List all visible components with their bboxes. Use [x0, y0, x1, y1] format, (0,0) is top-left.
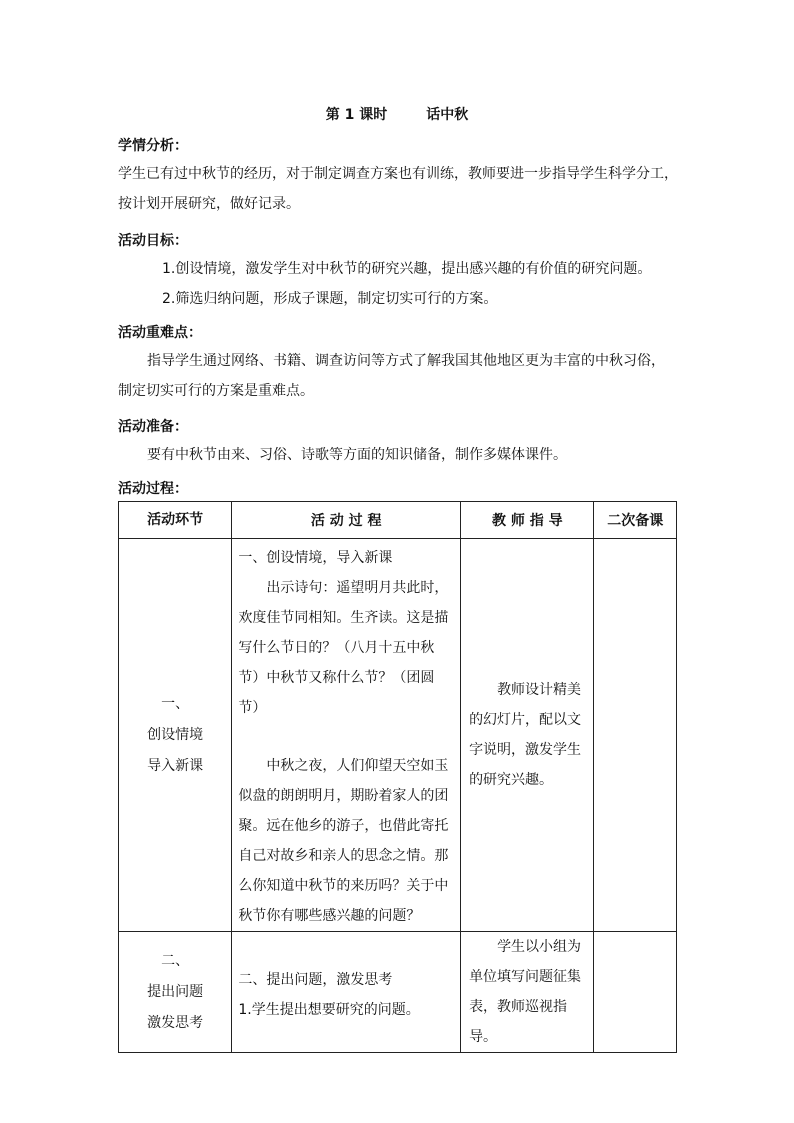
analysis-line-2: 按计划开展研究，做好记录。	[118, 196, 300, 212]
goal-item-1: 1.创设情境，激发学生对中秋节的研究兴趣，提出感兴趣的有价值的研究问题。	[162, 261, 652, 277]
guide-text: 教师设计精美的幻灯片，配以文字说明，激发学生的研究兴趣。	[469, 682, 582, 788]
table-row	[119, 932, 677, 1053]
goals-heading: 活动目标：	[118, 233, 188, 249]
process-paragraph-2: 中秋之夜，人们仰望天空如玉似盘的朗朗明月，期盼着家人的团聚。远在他乡的游子，也借此寄托自己对故乡和亲人的思念之情。那么你知道中秋节的来历吗？关于中秋节你有哪些感兴趣的问题？	[238, 758, 449, 924]
goal-item-2: 2.筛选归纳问题，形成子课题，制定切实可行的方案。	[162, 291, 498, 307]
stage-name-2: 激发思考	[147, 1014, 204, 1031]
stage-number: 一、	[161, 695, 190, 712]
header-process: 活 动 过 程	[232, 502, 461, 539]
stage-name-1: 创设情境	[147, 726, 204, 743]
analysis-line-1: 学生已有过中秋节的经历，对于制定调查方案也有训练，教师要进一步指导学生科学分工，	[118, 166, 678, 182]
goals-list	[162, 254, 732, 314]
prep-text: 要有中秋节由来、习俗、诗歌等方面的知识储备，制作多媒体课件。	[147, 447, 567, 463]
difficulty-line-1: 指导学生通过网络、书籍、调查访问等方式了解我国其他地区更为丰富的中秋习俗，	[147, 353, 665, 369]
stage-cell	[119, 932, 232, 1053]
process-content	[232, 539, 460, 931]
stage-cell	[119, 539, 232, 932]
process-cell	[232, 932, 461, 1053]
process-paragraph-1: 出示诗句：遥望明月共此时，欢度佳节同相知。生齐读。这是描写什么节日的？（八月十五中秋节）中秋节又称什么节？（团圆节）	[238, 580, 449, 716]
table-row	[119, 539, 677, 932]
process-cell	[232, 539, 461, 932]
process-heading: 活动过程：	[118, 481, 188, 497]
process-title: 一、创设情境，导入新课	[238, 550, 393, 566]
revision-cell	[594, 932, 677, 1053]
activity-table	[118, 501, 677, 1053]
process-item-1: 1.学生提出想要研究的问题。	[238, 1002, 420, 1018]
header-stage: 活动环节	[119, 502, 232, 539]
prep-heading: 活动准备：	[118, 419, 188, 435]
stage-name-2: 导入新课	[147, 757, 204, 774]
difficulty-text	[118, 346, 688, 406]
header-revision: 二次备课	[594, 502, 677, 539]
table-header-row	[119, 502, 677, 539]
analysis-heading: 学情分析：	[118, 138, 188, 154]
stage-name-1: 提出问题	[147, 983, 204, 1000]
header-guide: 教 师 指 导	[461, 502, 594, 539]
guide-text: 学生以小组为单位填写问题征集表，教师巡视指导。	[469, 939, 582, 1045]
difficulty-heading: 活动重难点：	[118, 325, 202, 341]
difficulty-line-2: 制定切实可行的方案是重难点。	[118, 383, 314, 399]
analysis-text	[118, 159, 688, 219]
spacer	[238, 723, 454, 751]
process-content	[232, 959, 460, 1025]
revision-cell	[594, 539, 677, 932]
page-title: 第 1 课时 话中秋	[325, 107, 469, 123]
process-title: 二、提出问题，激发思考	[238, 972, 393, 988]
stage-number: 二、	[161, 952, 190, 969]
guide-cell	[461, 932, 594, 1053]
guide-cell	[461, 539, 594, 932]
